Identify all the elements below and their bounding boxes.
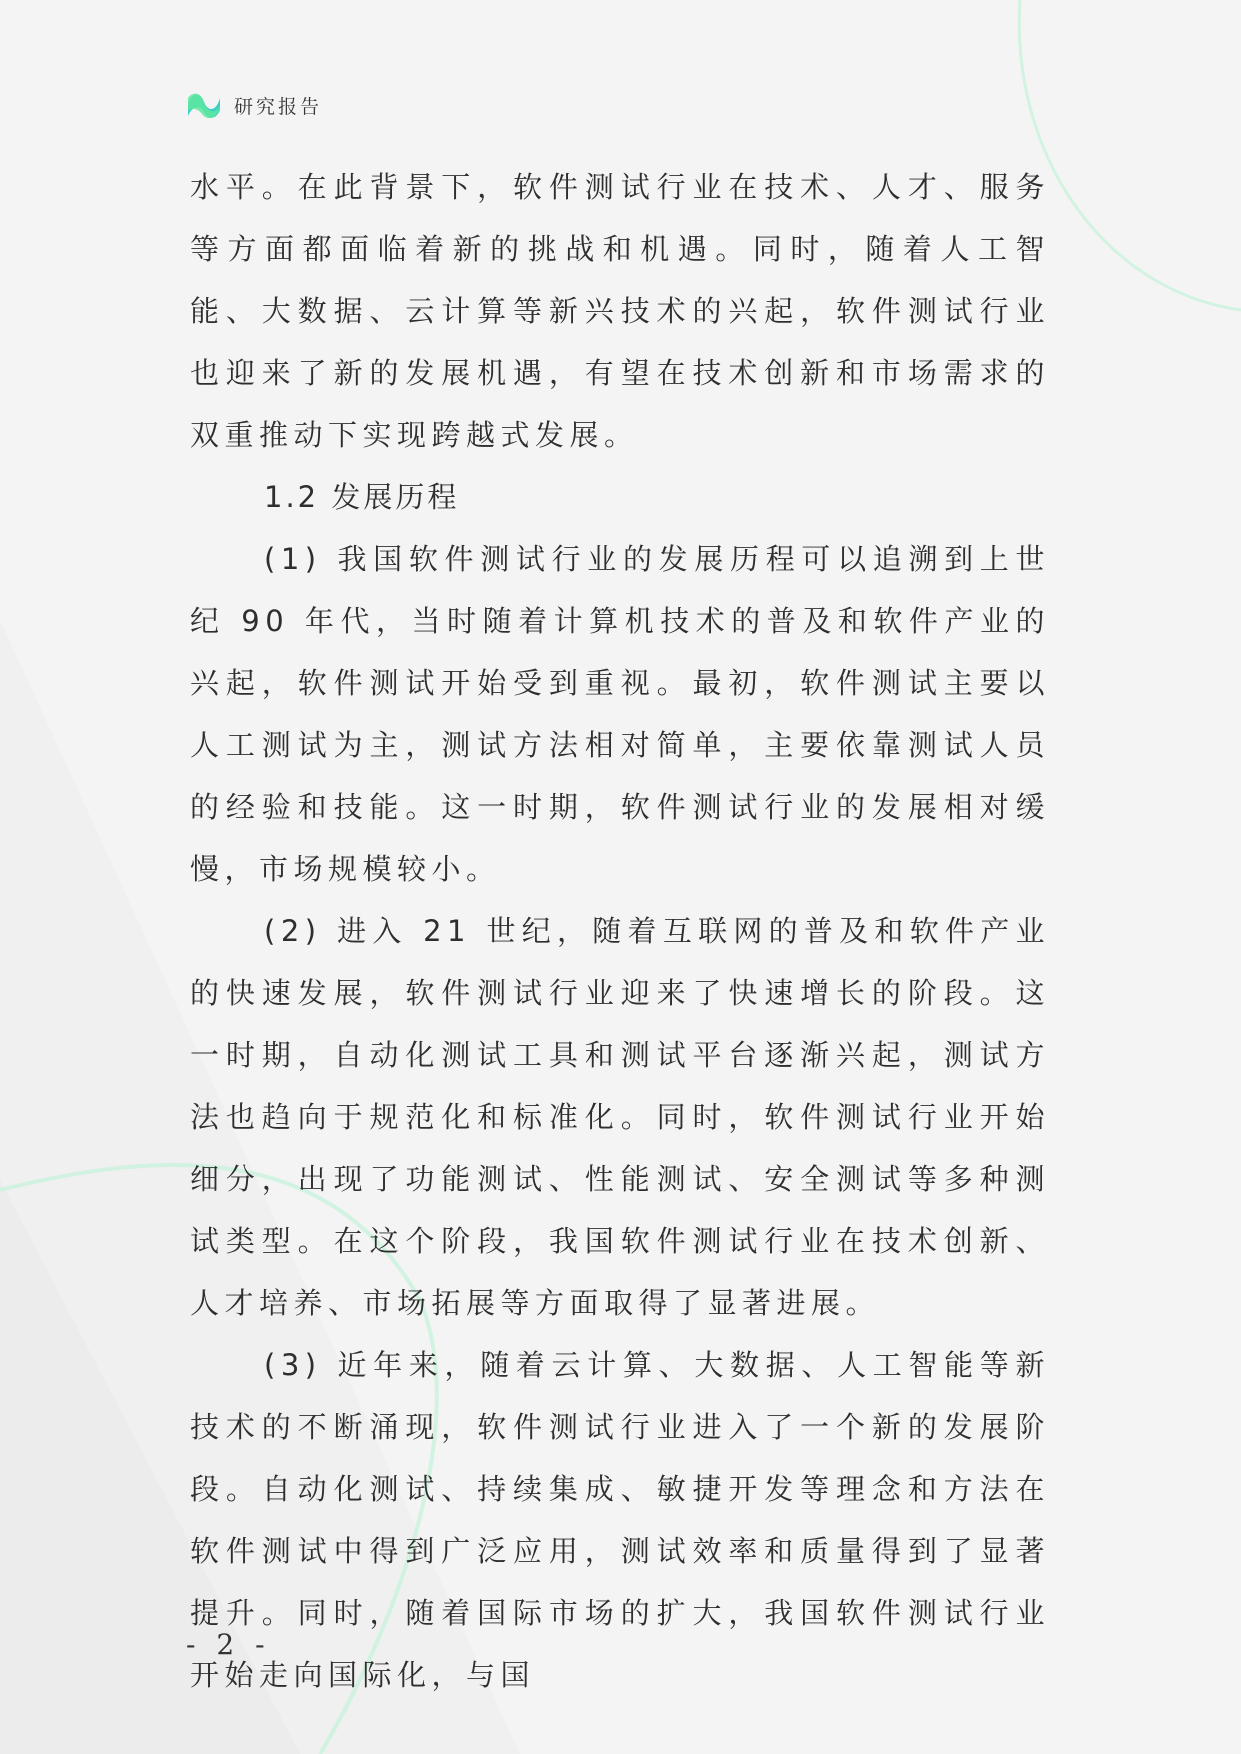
history-paragraph-3: (3) 近年来，随着云计算、大数据、人工智能等新技术的不断涌现，软件测试行业进入了一个新的发展阶段。自动化测试、持续集成、敏捷开发等理念和方法在软件测试中得到广泛应用，测试效率和质量得到了显著提升。同时，随着国际市场的扩大，我国软件测试行业开始走向国际化，与国 <box>190 1348 1050 1692</box>
header-title: 研究报告 <box>234 95 323 118</box>
page-number: - 2 - <box>186 1628 271 1661</box>
section-heading: 1.2 发展历程 <box>264 480 460 514</box>
company-logo-icon <box>186 88 222 122</box>
history-paragraph-1: (1) 我国软件测试行业的发展历程可以追溯到上世纪 90 年代，当时随着计算机技术的普及和软件产业的兴起，软件测试开始受到重视。最初，软件测试主要以人工测试为主，测试方法相对简单，主要依靠测试人员的经验和技能。这一时期，软件测试行业的发展相对缓慢，市场规模较小。 <box>190 542 1050 886</box>
history-paragraph-2: (2) 进入 21 世纪，随着互联网的普及和软件产业的快速发展，软件测试行业迎来了快速增长的阶段。这一时期，自动化测试工具和测试平台逐渐兴起，测试方法也趋向于规范化和标准化。同时，软件测试行业开始细分，出现了功能测试、性能测试、安全测试等多种测试类型。在这个阶段，我国软件测试行业在技术创新、人才培养、市场拓展等方面取得了显著进展。 <box>190 914 1050 1320</box>
intro-paragraph: 水平。在此背景下，软件测试行业在技术、人才、服务等方面都面临着新的挑战和机遇。同时，随着人工智能、大数据、云计算等新兴技术的兴起，软件测试行业也迎来了新的发展机遇，有望在技术创新和市场需求的双重推动下实现跨越式发展。 <box>190 170 1050 452</box>
report-header <box>186 88 322 122</box>
document-body <box>190 156 1050 1706</box>
